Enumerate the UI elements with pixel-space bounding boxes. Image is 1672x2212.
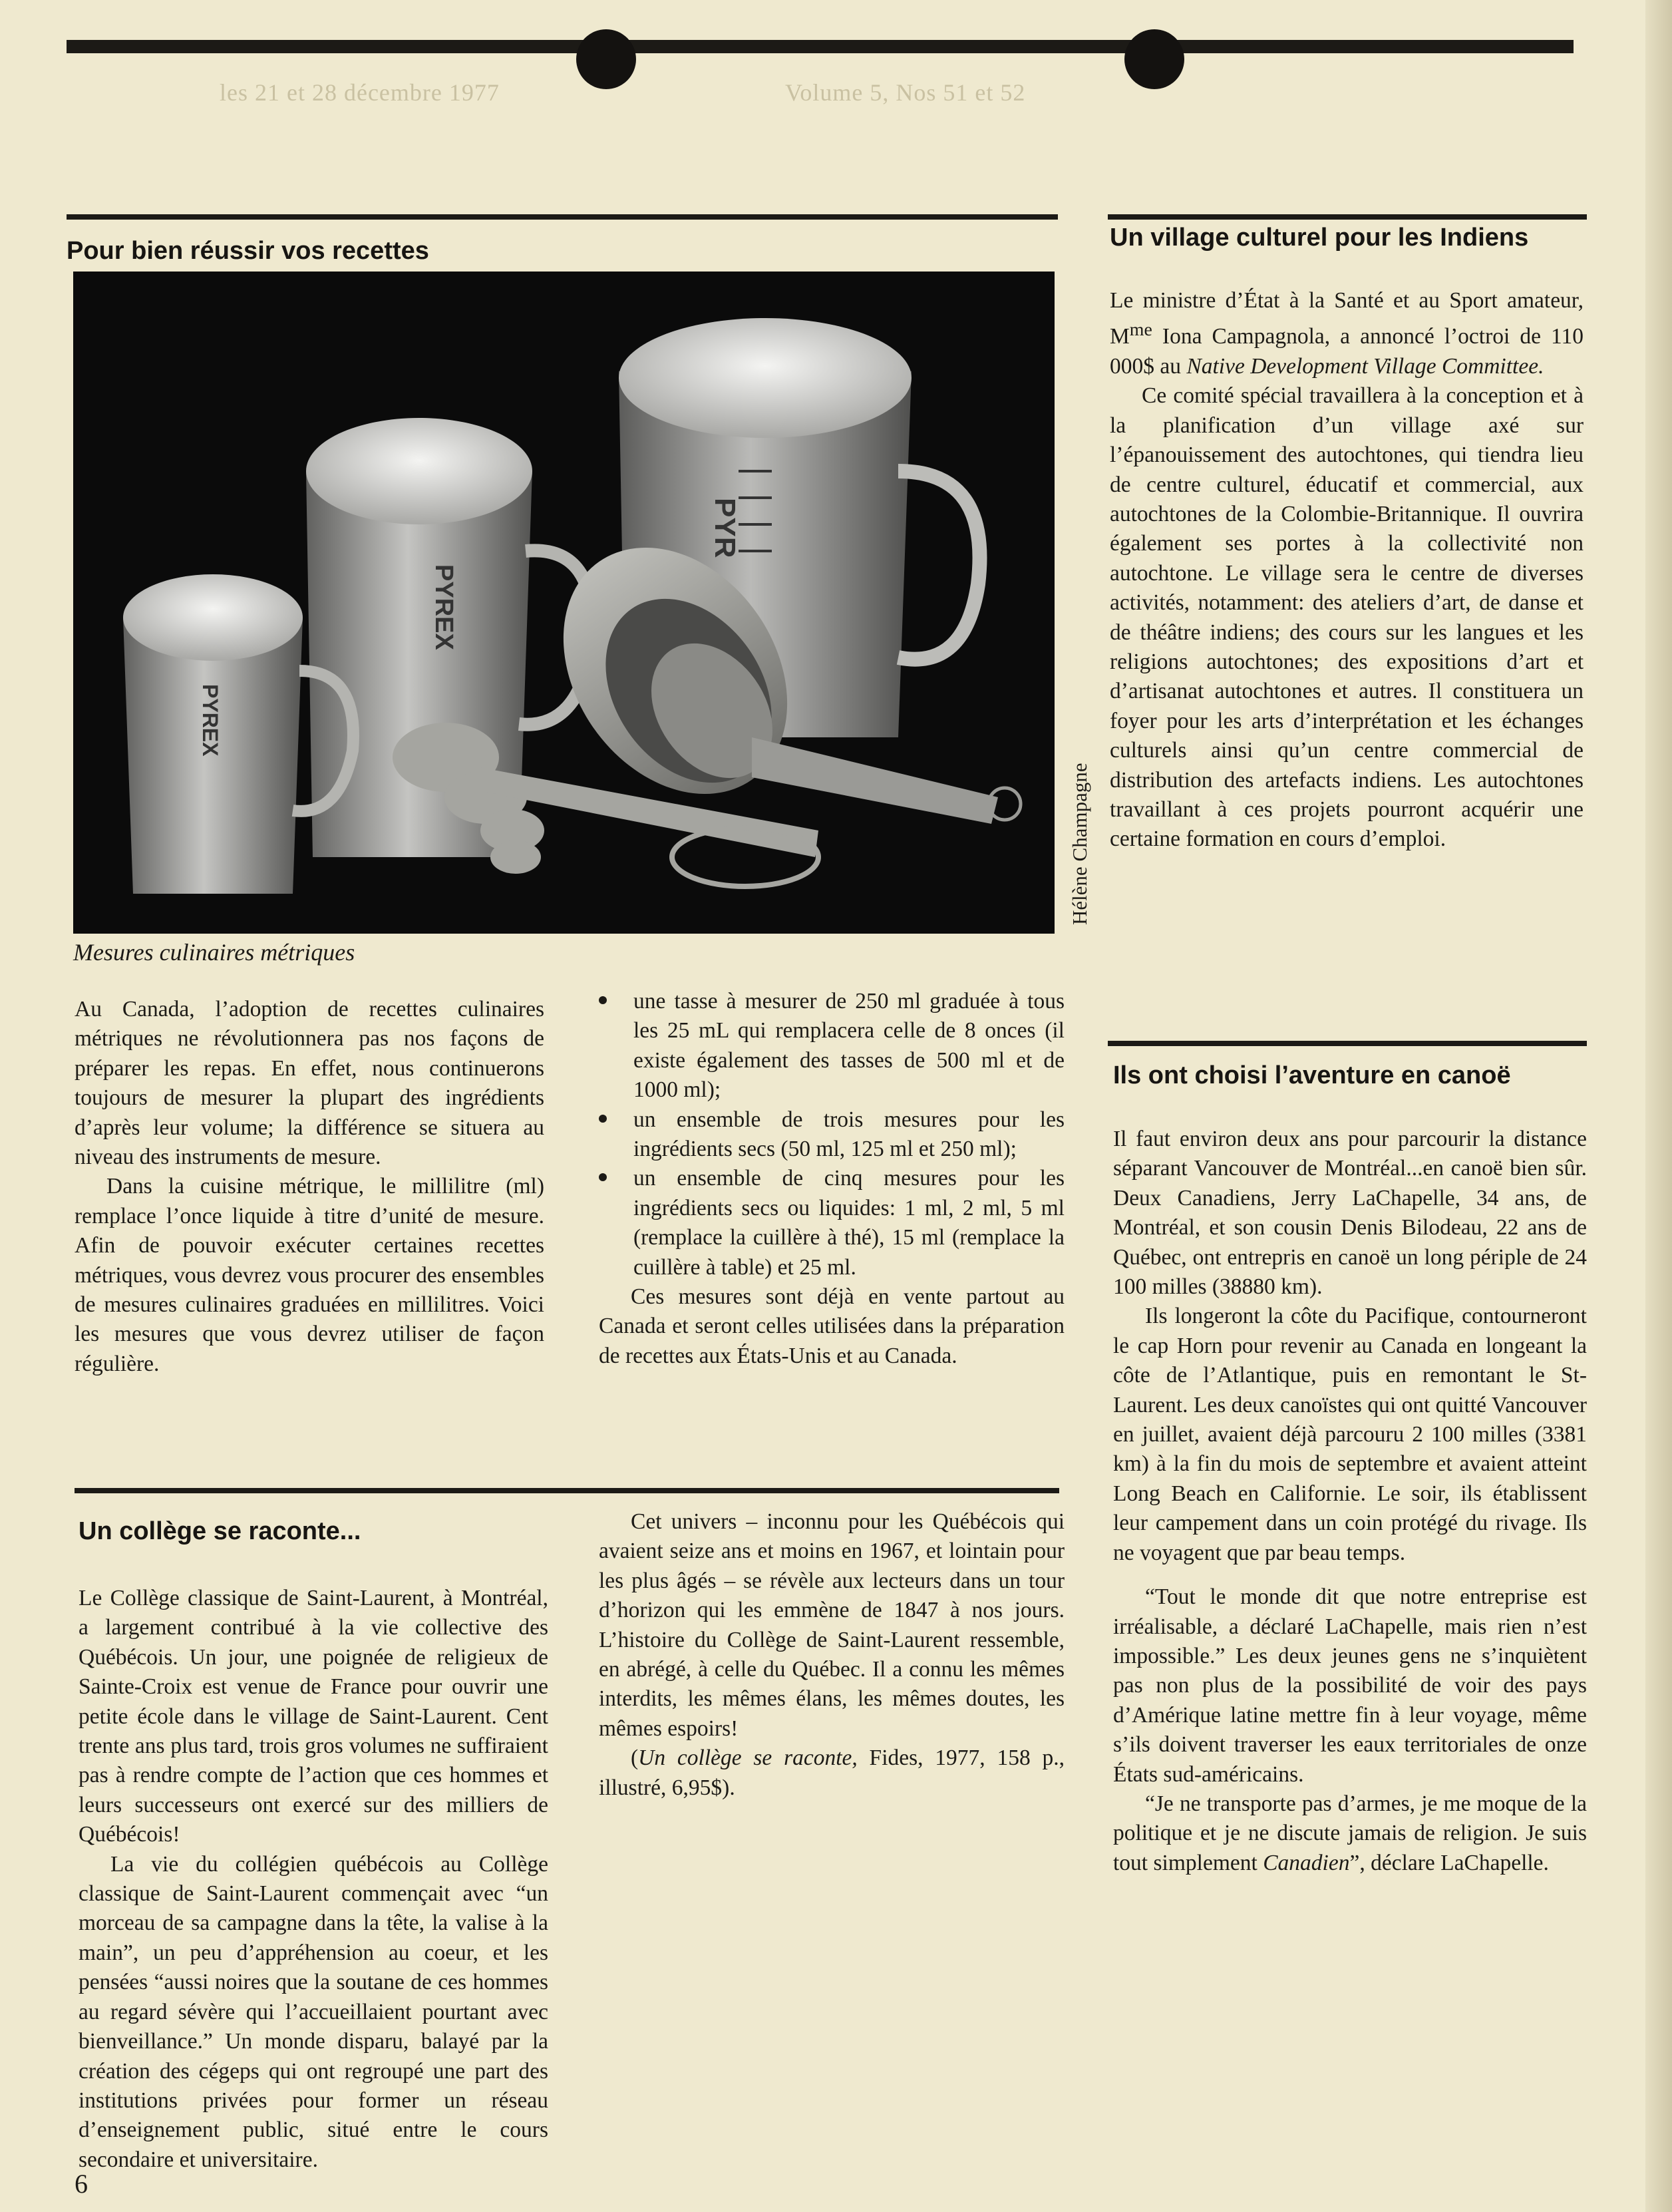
college-para-1: Le Collège classique de Saint-Laurent, à Montréal, a largement contribué à la vie collective des Québécois. Un jour, une poignée de religieux de Sainte-Croix est venue de France pour ouvrir une petite école dans le village de Saint-Laurent. Cent trente ans plus tard, trois gros volumes ne suffiraient pas à rendre compte de l’action que ces hommes et leurs successeurs ont exercé sur des milliers de Québécois!: [79, 1586, 548, 1847]
measure-list-item: un ensemble de trois mesures pour les ingrédients secs (50 ml, 125 ml et 250 ml);: [599, 1105, 1065, 1165]
recettes-para-1: Au Canada, l’adoption de recettes culinaires métriques ne révolutionnera pas nos façons de préparer les repas. En effet, nous continuerons toujours de mesurer la plupart des ingrédients d’après leur volume; la différence se situera au niveau des instruments de mesure.: [75, 997, 544, 1170]
punch-hole-right: [1124, 29, 1184, 89]
canoe-title: Ils ont choisi l’aventure en canoë: [1113, 1061, 1511, 1089]
canoe-para-2: Ils longeront la côte du Pacifique, contourneront le cap Horn pour revenir au Canada en longeant la côte de l’Atlantique, puis en remontant le St-Laurent. Les deux canoïstes qui ont quitté Vancouver en juillet, avaient déjà parcouru 2 100 milles (3381 km) à la fin du mois de septembre et avaient atteint Long Beach en Californie. Le soir, ils établissent leur campement dans un coin protégé du rivage. Ils ne voyagent que par beau temps.: [1113, 1304, 1587, 1565]
college-rule: [75, 1488, 1059, 1493]
village-rule: [1108, 214, 1587, 220]
canoe-para-1: Il faut environ deux ans pour parcourir la distance séparant Vancouver de Montréal...en canoë bien sûr. Deux Canadiens, Jerry LaChapelle, 34 ans, de Montréal, et son cousin Denis Bilodeau, 22 ans de Québec, ont entrepris en canoë un long périple de 24 100 milles (38880 km).: [1113, 1127, 1587, 1300]
recettes-column-2: [599, 987, 1065, 1371]
recettes-rule: [67, 214, 1058, 220]
college-para-2: La vie du collégien québécois au Collège classique de Saint-Laurent commençait avec “un morceau de sa campagne dans la tête, la valise à la main”, un peu d’appréhension au coeur, et les pensées “aussi noires que la soutane de ces hommes au regard sévère qui l’accueillaient pourtant avec bienveillance.” Un monde disparu, balayé par la création des cégeps qui ont regroupé une part des institutions privées pour former un réseau d’enseignement public, situé entre le cours secondaire et universitaire.: [79, 1851, 548, 2172]
college-title: Un collège se raconte...: [79, 1517, 361, 1545]
bleed-through-date: les 21 et 28 décembre 1977: [220, 79, 500, 106]
college-para-3: Cet univers – inconnu pour les Québécois qui avaient seize ans et moins en 1967, et lointain pour les plus âgés – se révèle aux lecteurs dans un tour d’horizon qui les emmène de 1847 à nos jours. L’histoire du Collège de Saint-Laurent ressemble, en abrégé, à celle du Québec. Il a connu les mêmes interdits, les mêmes élans, les mêmes doutes, les mêmes espoirs!: [599, 1509, 1065, 1741]
college-reference: (Un collège se raconte, Fides, 1977, 158 p., illustré, 6,95$).: [599, 1746, 1065, 1800]
measuring-cups-photo: [73, 272, 1055, 934]
punch-hole-left: [576, 29, 636, 89]
village-para-2: Ce comité spécial travaillera à la conception et à la planification d’un village axé sur l’épanouissement des autochtones, qui tiendra lieu de centre culturel, éducatif et commercial, aux autochtones de la Colombie-Britannique. Il ouvrira également ses portes à la collectivité non autochtone. Le village sera le centre de diverses activités, notamment: des ateliers d’art, de danse et de théâtre indiens; des cours sur les langues et les religions autochtones; des expositions d’art et d’artisanat autochtones et autres. Il constituera un foyer pour les arts d’interprétation et les échanges culturels ainsi qu’un centre commercial de distribution des artefacts indiens. Les autochtones travaillant à ces projets pourront acquérir une certaine formation en cours d’emploi.: [1110, 383, 1584, 852]
canoe-body: [1113, 1125, 1587, 1878]
measure-list: [599, 987, 1065, 1282]
cup-small-label: PYREX: [198, 684, 222, 757]
cup-large-label: PYR: [709, 498, 741, 558]
recettes-title: Pour bien réussir vos recettes: [67, 237, 429, 265]
recettes-para-3: Ces mesures sont déjà en vente partout au Canada et seront celles utilisées dans la préparation de recettes aux États-Unis et au Canada.: [599, 1284, 1065, 1368]
canoe-para-3: “Tout le monde dit que notre entreprise est irréalisable, a déclaré LaChapelle, mais rien n’est impossible.” Les deux jeunes gens ne s’inquiètent pas non plus de la possibilité de voir des pays d’Amérique latine mettre fin à leur voyage, même s’ils doivent traverser les eaux territoriales de onze États sud-américains.: [1113, 1584, 1587, 1787]
recettes-column-1: [75, 995, 544, 1379]
page-number: 6: [75, 2169, 88, 2199]
bullet-icon: [599, 996, 607, 1004]
header-rule: [67, 40, 1574, 53]
canoe-para-4: “Je ne transporte pas d’armes, je me moque de la politique et je ne discute jamais de religion. Je suis tout simplement Canadien”, déclare LaChapelle.: [1113, 1791, 1587, 1875]
bullet-icon: [599, 1115, 607, 1123]
village-body: [1110, 286, 1584, 854]
bullet-icon: [599, 1173, 607, 1181]
village-para-1: Le ministre d’État à la Santé et au Sport amateur, $M^{me}$ Iona Campagnola, a annoncé l’octroi de 110 000$ au Native Development Village Committee.: [1110, 288, 1584, 379]
village-title: Un village culturel pour les Indiens: [1110, 224, 1529, 252]
college-column-1: [79, 1584, 548, 2175]
measure-list-item: une tasse à mesurer de 250 ml graduée à tous les 25 mL qui remplacera celle de 8 onces (il existe également des tasses de 500 ml et de 1000 ml);: [599, 987, 1065, 1105]
canoe-rule: [1108, 1041, 1587, 1046]
college-column-2: [599, 1507, 1065, 1803]
photo-caption: Mesures culinaires métriques: [73, 939, 355, 966]
recettes-para-2: Dans la cuisine métrique, le millilitre (ml) remplace l’once liquide à titre d’unité de mesure. Afin de pouvoir exécuter certaines recettes métriques, vous devrez vous procurer des ensembles de mesures culinaires graduées en millilitres. Voici les mesures que vous devrez utiliser de façon régulière.: [75, 1174, 544, 1376]
measure-list-item: un ensemble de cinq mesures pour les ingrédients secs ou liquides: 1 ml, 2 ml, 5 ml (remplace la cuillère à thé), 15 ml (remplace la cuillère à table) et 25 ml.: [599, 1164, 1065, 1282]
cup-medium-label: PYREX: [430, 564, 458, 650]
photo-credit: Hélène Champagne: [1068, 763, 1091, 925]
bleed-through-volume: Volume 5, Nos 51 et 52: [785, 79, 1026, 106]
page-edge-shadow: [1645, 0, 1672, 2212]
